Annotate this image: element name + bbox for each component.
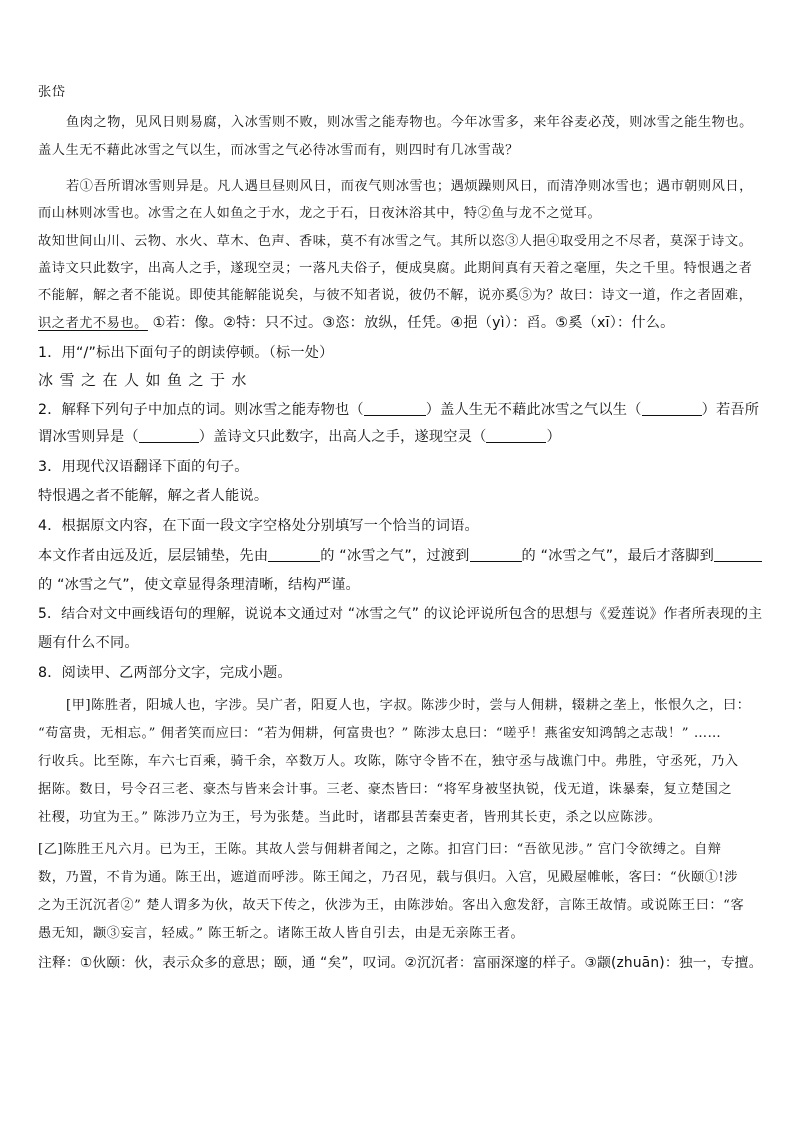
passage-line: 鱼肉之物，见风日则易腐，入冰雪则不败，则冰雪之能寿物也。今年冰雪多，来年谷麦必茂，则冰雪之能生物也。 bbox=[66, 115, 753, 130]
passage-line-with-notes bbox=[38, 310, 766, 337]
question-8: 8．阅读甲、乙两部分文字，完成小题。 bbox=[38, 665, 292, 681]
passage-2-notes: 注释：①伙颐：伙，表示众多的意思；颐，通 “矣”，叹词。②沉沉者：富丽深邃的样子。③颛(zhuān)：独一，专擅。 bbox=[38, 955, 763, 971]
underlined-sentence: 识之者尤不易也。 bbox=[38, 316, 148, 331]
question-3: 3．用现代汉语翻译下面的句子。 bbox=[38, 459, 249, 475]
answer-blank[interactable] bbox=[268, 547, 320, 562]
answer-blank[interactable] bbox=[470, 547, 522, 562]
question-1-sentence: 冰雪之在人如鱼之于水 bbox=[38, 371, 254, 389]
passage-line: 不能解，解之者不能说。即使其能解能说矣，与彼不知者说，彼仍不解，说亦奚⑤为？故曰：诗文一道，作之者固难， bbox=[38, 288, 753, 303]
passage-jia-line: [甲]陈胜者，阳城人也，字涉。吴广者，阳夏人也，字叔。陈涉少时，尝与人佣耕，辍耕之垄上，怅恨久之，曰： bbox=[66, 698, 751, 713]
question-4-line-1: 本文作者由远及近，层层铺垫，先由 的 “冰雪之气”，过渡到 的 “冰雪之气”，最后才落脚到 bbox=[38, 543, 766, 569]
passage-jia-line: 社稷，功宜为王。” 陈涉乃立为王，号为张楚。当此时，诸郡县苦秦吏者，皆刑其长吏，杀之以应陈涉。 bbox=[38, 810, 662, 825]
passage-line: 若①吾所谓冰雪则异是。凡人遇旦昼则风日，而夜气则冰雪也；遇烦躁则风日，而清净则冰雪也；遇市朝则风日， bbox=[66, 179, 753, 194]
passage-jia-line: 据陈。数日，号令召三老、豪杰与皆来会计事。三老、豪杰皆曰：“将军身被坚执锐，伐无道，诛暴秦，复立楚国之 bbox=[38, 782, 733, 797]
passage-line: 而山林则冰雪也。冰雪之在人如鱼之于水，龙之于石，日夜沐浴其中，特②鱼与龙不之觉耳。 bbox=[38, 206, 602, 221]
passage-line: 盖诗文只此数字，出高人之手，遂现空灵；一落凡夫俗子，便成臭腐。此期间真有天着之毫厘，失之千里。特恨遇之者 bbox=[38, 261, 753, 276]
question-1: 1．用“/”标出下面句子的朗读停顿。（标一处） bbox=[38, 345, 334, 361]
passage-jia-line: 行收兵。比至陈，车六七百乘，骑千余，卒数万人。攻陈，陈守令皆不在，独守丞与战谯门中。弗胜，守丞死，乃入 bbox=[38, 754, 739, 769]
question-2-line-1: 2．解释下列句子中加点的词。则冰雪之能寿物也（ ）盖人生无不藉此冰雪之气以生（ ）若吾所 bbox=[38, 402, 760, 418]
author-name: 张岱 bbox=[38, 85, 66, 100]
answer-blank[interactable] bbox=[364, 401, 426, 416]
answer-blank[interactable] bbox=[139, 428, 199, 443]
answer-blank[interactable] bbox=[486, 428, 546, 443]
question-3-sentence: 特恨遇之者不能解，解之者人能说。 bbox=[38, 488, 269, 504]
passage-yi-line: 数，乃置，不肯为通。陈王出，遮道而呼涉。陈王闻之，乃召见，载与俱归。入宫，见殿屋帷帐，客曰：“伙颐①!涉 bbox=[38, 870, 739, 885]
passage-yi-line: [乙]陈胜王凡六月。已为王，王陈。其故人尝与佣耕者闻之，之陈。扣宫门曰：“吾欲见涉。” 宫门令欲缚之。自辩 bbox=[38, 842, 722, 857]
answer-blank[interactable] bbox=[714, 547, 762, 562]
answer-blank[interactable] bbox=[642, 401, 702, 416]
passage-line: 故知世间山川、云物、水火、草木、色声、香味，莫不有冰雪之气。其所以恣③人挹④取受用之不尽者，莫深于诗文。 bbox=[38, 234, 753, 249]
question-4-line-2: 的 “冰雪之气”，使文章显得条理清晰，结构严谨。 bbox=[38, 577, 360, 593]
question-4: 4．根据原文内容，在下面一段文字空格处分别填写一个恰当的词语。 bbox=[38, 518, 479, 534]
passage-jia-line: “苟富贵，无相忘。” 佣者笑而应曰：“若为佣耕，何富贵也？” 陈涉太息曰：“嗟乎！燕雀安知鸿鹄之志哉！” …… bbox=[38, 726, 722, 741]
question-2-line-2: 谓冰雪则异是（ ）盖诗文只此数字，出高人之手，遂现空灵（ ） bbox=[38, 429, 561, 445]
passage-yi-line: 愚无知，颛③妄言，轻威。” 陈王斩之。诸陈王故人皆自引去，由是无亲陈王者。 bbox=[38, 926, 525, 941]
question-5-line-2: 题有什么不同。 bbox=[38, 635, 139, 651]
passage-yi-line: 之为王沉沉者②” 楚人谓多为伙，故天下传之，伙涉为王，由陈涉始。客出入愈发舒，言陈王故情。或说陈王曰：“客 bbox=[38, 898, 745, 913]
question-5-line-1: 5．结合对文中画线语句的理解，说说本文通过对 “冰雪之气” 的议论评说所包含的思想与《爱莲说》作者所表现的主 bbox=[38, 606, 763, 622]
word-notes: ①若：像。②特：只不过。③恣：放纵，任凭。④挹（yì）：舀。⑤奚（xī）：什么。 bbox=[152, 315, 675, 331]
passage-line: 盖人生无不藉此冰雪之气以生，而冰雪之气必待冰雪而有，则四时有几冰雪哉？ bbox=[38, 143, 519, 158]
